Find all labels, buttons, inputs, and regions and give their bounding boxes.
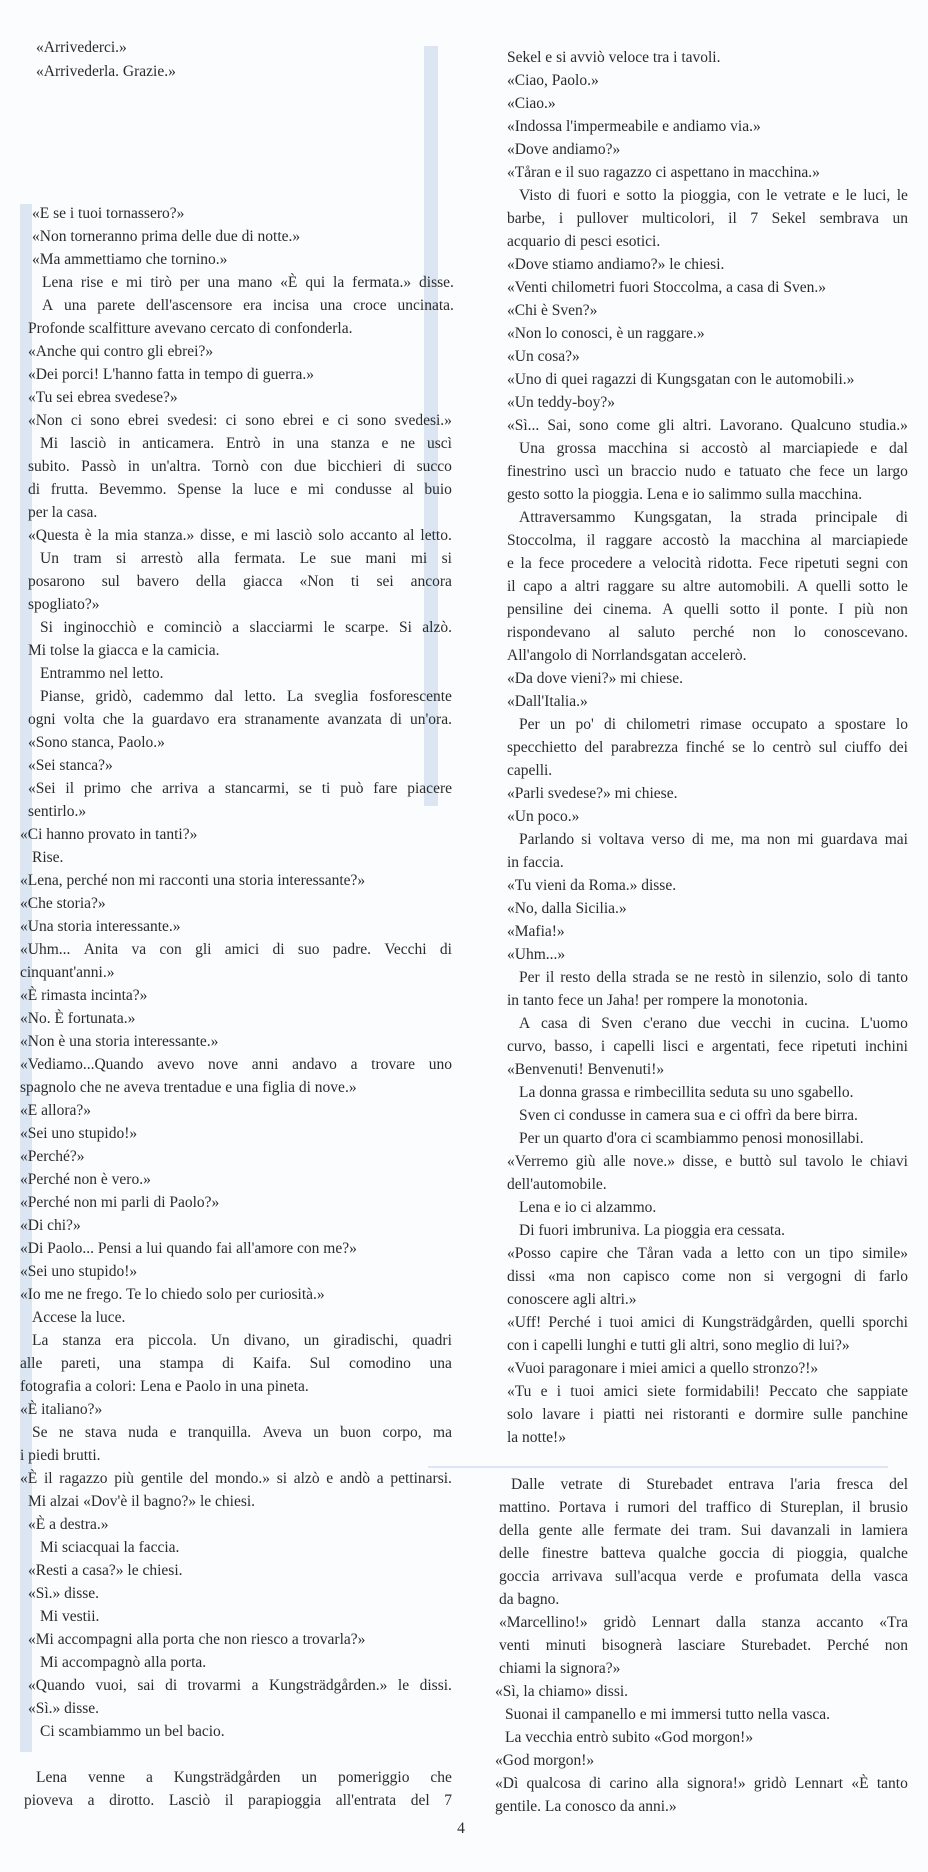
text-line: Lena rise e mi tirò per una mano «È qui la fermata.» disse. (42, 274, 454, 291)
text-line: «Da dove vieni?» mi chiese. (507, 670, 684, 687)
text-line: «Non ci sono ebrei svedesi: ci sono ebrei e ci sono svedesi.» (28, 412, 452, 429)
text-line: sentirlo.» (28, 803, 87, 820)
text-line: «Un poco.» (507, 808, 580, 825)
text-line: «Venti chilometri fuori Stoccolma, a casa di Sven.» (507, 279, 826, 296)
text-line: «Di Paolo... Pensi a lui quando fai all'amore con me?» (20, 1240, 357, 1257)
text-line: Attraversammo Kungsgatan, la strada principale di (519, 509, 908, 526)
text-line: «Sei uno stupido!» (20, 1263, 138, 1280)
text-line: «God morgon!» (495, 1752, 595, 1769)
text-line: subito. Passò in un'altra. Tornò con due bicchieri di succo (28, 458, 452, 475)
text-line: «Tåran e il suo ragazzo ci aspettano in macchina.» (507, 164, 820, 181)
text-line: «Un cosa?» (507, 348, 580, 365)
text-line: Per un po' di chilometri rimase occupato a spostare lo (519, 716, 908, 733)
text-line: pioveva a dirotto. Lasciò il parapioggia all'entrata del 7 (24, 1792, 452, 1809)
text-line: fotografia a colori: Lena e Paolo in una pineta. (20, 1378, 309, 1395)
text-line: «Uno di quei ragazzi di Kungsgatan con le automobili.» (507, 371, 855, 388)
text-line: «Io me ne frego. Te lo chiedo solo per curiosità.» (20, 1286, 325, 1303)
text-line: da bagno. (499, 1591, 560, 1608)
text-line: dell'automobile. (507, 1176, 607, 1193)
text-line: curvo, basso, i capelli lisci e argentati, fece ripetuti inchini (507, 1038, 908, 1055)
text-line: Di fuori imbruniva. La pioggia era cessata. (519, 1222, 785, 1239)
text-line: «Dì qualcosa di carino alla signora!» gridò Lennart «È tanto (495, 1775, 908, 1792)
text-line: «Sei il primo che arriva a stancarmi, se ti può fare piacere (28, 780, 452, 797)
text-line: Mi alzai «Dov'è il bagno?» le chiesi. (28, 1493, 256, 1510)
text-line: «Non è una storia interessante.» (20, 1033, 219, 1050)
text-line: «Arrivederla. Grazie.» (36, 63, 176, 80)
text-line: «Vuoi paragonare i miei amici a quello stronzo?!» (507, 1360, 819, 1377)
text-line: «Perché non mi parli di Paolo?» (20, 1194, 220, 1211)
text-line: «Marcellino!» gridò Lennart dalla stanza accanto «Tra (499, 1614, 908, 1631)
text-line: capelli. (507, 762, 553, 779)
text-line: spagnolo che ne aveva trentadue e una figlia di nove.» (20, 1079, 357, 1096)
text-line: Mi vestii. (40, 1608, 100, 1625)
text-line: in faccia. (507, 854, 564, 871)
text-line: La vecchia entrò subito «God morgon!» (505, 1729, 754, 1746)
text-line: venti minuti bisognerà lasciare Sturebadet. Perché non (499, 1637, 908, 1654)
text-line: Rise. (32, 849, 64, 866)
text-line: Lena e io ci alzammo. (519, 1199, 657, 1216)
text-line: gentile. La conosco da anni.» (495, 1798, 677, 1815)
text-line: «Ciao, Paolo.» (507, 72, 599, 89)
text-line: delle finestre batteva qualche goccia di pioggia, qualche (499, 1545, 908, 1562)
text-line: «Sei uno stupido!» (20, 1125, 138, 1142)
text-line: «È rimasta incinta?» (20, 987, 148, 1004)
text-line: Visto di fuori e sotto la pioggia, con le vetrate e le luci, le (519, 187, 908, 204)
text-line: cinquant'anni.» (20, 964, 115, 981)
text-line: «Verremo giù alle nove.» disse, e buttò sul tavolo le chiavi (507, 1153, 908, 1170)
text-line: A una parete dell'ascensore era incisa una croce uncinata. (42, 297, 454, 314)
text-line: La stanza era piccola. Un divano, un giradischi, quadri (32, 1332, 452, 1349)
text-line: «Questa è la mia stanza.» disse, e mi lasciò solo accanto al letto. (28, 527, 452, 544)
text-line: Per il resto della strada se ne restò in silenzio, solo di tanto (519, 969, 908, 986)
text-line: A casa di Sven c'erano due vecchi in cucina. L'uomo (519, 1015, 908, 1032)
text-line: «Che storia?» (20, 895, 106, 912)
text-line: Lena venne a Kungsträdgården un pomeriggio che (36, 1769, 452, 1786)
text-line: «Ma ammettiamo che tornino.» (32, 251, 228, 268)
text-line: Mi accompagnò alla porta. (40, 1654, 207, 1671)
text-line: Sven ci condusse in camera sua e ci offrì da bere birra. (519, 1107, 858, 1124)
text-line: «Sì.» disse. (28, 1585, 100, 1602)
text-line: ogni volta che la guardavo era stranamente avanzata di un'ora. (28, 711, 452, 728)
text-line: Parlando si voltava verso di me, ma non mi guardava mai (519, 831, 908, 848)
text-line: Si inginocchiò e cominciò a slacciarmi le scarpe. Si alzò. (40, 619, 452, 636)
text-line: «Dove andiamo?» (507, 141, 621, 158)
text-line: di frutta. Bevemmo. Spense la luce e mi condusse al buio (28, 481, 452, 498)
text-line: per la casa. (28, 504, 98, 521)
text-line: «Lena, perché non mi racconti una storia interessante?» (20, 872, 366, 889)
text-line: «Tu vieni da Roma.» disse. (507, 877, 677, 894)
text-line: «Sì... Sai, sono come gli altri. Lavorano. Qualcuno studia.» (507, 417, 908, 434)
text-line: mattino. Portava i rumori del traffico di Stureplan, il brusio (499, 1499, 908, 1516)
text-line: la notte!» (507, 1429, 566, 1446)
text-line: «Tu e i tuoi amici siete formidabili! Peccato che sappiate (507, 1383, 908, 1400)
text-line: «Resti a casa?» le chiesi. (28, 1562, 183, 1579)
text-line: «Di chi?» (20, 1217, 81, 1234)
text-line: «Ci hanno provato in tanti?» (20, 826, 198, 843)
text-line: «Ciao.» (507, 95, 556, 112)
text-line: «Tu sei ebrea svedese?» (28, 389, 178, 406)
text-line: chiami la signora?» (499, 1660, 621, 1677)
text-line: Sekel e si avviò veloce tra i tavoli. (507, 49, 721, 66)
text-line: spogliato?» (28, 596, 100, 613)
text-line: «Non torneranno prima delle due di notte.» (32, 228, 301, 245)
text-line: e la fece procedere a velocità ridotta. Fece ripetuti segni con (507, 555, 908, 572)
text-line: rispondevano al saluto perché non lo conoscevano. (507, 624, 908, 641)
text-line: gesto sotto la pioggia. Lena e io salimmo sulla macchina. (507, 486, 863, 503)
text-line: «Sì, la chiamo» dissi. (495, 1683, 629, 1700)
text-line: con i capelli lunghi e tutti gli altri, sono meglio di lui?» (507, 1337, 850, 1354)
text-line: i piedi brutti. (20, 1447, 101, 1464)
text-line: Profonde scalfitture avevano cercato di confonderla. (28, 320, 353, 337)
text-line: Se ne stava nuda e tranquilla. Aveva un buon corpo, ma (32, 1424, 452, 1441)
text-line: «Un teddy-boy?» (507, 394, 616, 411)
text-line: «Uff! Perché i tuoi amici di Kungsträdgården, quelli sporchi (507, 1314, 908, 1331)
text-line: Per un quarto d'ora ci scambiammo penosi monosillabi. (519, 1130, 864, 1147)
text-line: «Non lo conosci, è un raggare.» (507, 325, 705, 342)
text-line: solo lavare i piatti nei ristoranti e dormire sulle panchine (507, 1406, 908, 1423)
text-line: goccia arrivava sull'acqua verde e profumata della vasca (499, 1568, 908, 1585)
text-line: «Uhm... Anita va con gli amici di suo padre. Vecchi di (20, 941, 452, 958)
text-line: «E se i tuoi tornassero?» (32, 205, 185, 222)
text-line: «Perché?» (20, 1148, 85, 1165)
text-line: Mi lasciò in anticamera. Entrò in una stanza e ne uscì (40, 435, 452, 452)
text-line: Mi tolse la giacca e la camicia. (28, 642, 220, 659)
text-line: «Parli svedese?» mi chiese. (507, 785, 678, 802)
text-line: specchietto del parabrezza finché se lo centrò sul ciuffo dei (507, 739, 908, 756)
page-number: 4 (457, 1820, 465, 1837)
text-line: «Uhm...» (507, 946, 566, 963)
text-line: Pianse, gridò, cademmo dal letto. La sveglia fosforescente (40, 688, 452, 705)
text-line: «Anche qui contro gli ebrei?» (28, 343, 214, 360)
text-line: «È italiano?» (20, 1401, 103, 1418)
text-line: «No, dalla Sicilia.» (507, 900, 627, 917)
highlight-band (428, 1466, 888, 1468)
text-line: «Dall'Italia.» (507, 693, 588, 710)
text-line: Stoccolma, il raggare accostò la macchina al marciapiede (507, 532, 908, 549)
text-line: posarono sul bavero della giacca «Non ti sei ancora (28, 573, 452, 590)
text-line: «È a destra.» (28, 1516, 109, 1533)
text-line: «E allora?» (20, 1102, 92, 1119)
text-line: «Posso capire che Tåran vada a letto con un tipo simile» (507, 1245, 908, 1262)
text-line: «Quando vuoi, sai di trovarmi a Kungsträdgården.» le dissi. (28, 1677, 452, 1694)
text-line: «Perché non è vero.» (20, 1171, 151, 1188)
text-line: Mi sciacquai la faccia. (40, 1539, 180, 1556)
text-line: «Indossa l'impermeabile e andiamo via.» (507, 118, 761, 135)
text-line: «Sei stanca?» (28, 757, 113, 774)
text-line: Dalle vetrate di Sturebadet entrava l'aria fresca del (511, 1476, 908, 1493)
text-line: Suonai il campanello e mi immersi tutto nella vasca. (505, 1706, 830, 1723)
text-line: in tanto fece un Jaha! per rompere la monotonia. (507, 992, 808, 1009)
text-line: Ci scambiammo un bel bacio. (40, 1723, 225, 1740)
text-line: «Una storia interessante.» (20, 918, 181, 935)
text-line: «Vediamo...Quando avevo nove anni andavo a trovare uno (20, 1056, 452, 1073)
text-line: Accese la luce. (32, 1309, 126, 1326)
text-line: della gente alle fermate dei tram. Sui davanzali in lamiera (499, 1522, 908, 1539)
text-line: acquario di pesci esotici. (507, 233, 661, 250)
text-line: «Arrivederci.» (36, 39, 127, 56)
text-line: pensiline dei cinema. A quelli sotto il ponte. I più non (507, 601, 908, 618)
text-line: All'angolo di Norrlandsgatan accelerò. (507, 647, 747, 664)
text-line: alle pareti, una stampa di Kaifa. Sul comodino una (20, 1355, 452, 1372)
text-line: «Chi è Sven?» (507, 302, 598, 319)
text-line: Entrammo nel letto. (40, 665, 164, 682)
text-line: dissi «ma non capisco come non si vergogni di farlo (507, 1268, 908, 1285)
text-line: «Dove stiamo andiamo?» le chiesi. (507, 256, 725, 273)
text-line: Un tram si arrestò alla fermata. Le sue mani mi si (40, 550, 452, 567)
text-line: finestrino uscì un braccio nudo e tatuato che fece un largo (507, 463, 908, 480)
text-line: conoscere agli altri.» (507, 1291, 637, 1308)
text-line: «Sono stanca, Paolo.» (28, 734, 165, 751)
text-line: «Mi accompagni alla porta che non riesco a trovarla?» (28, 1631, 366, 1648)
text-line: il capo a altri raggare su altre automobili. A quelli sotto le (507, 578, 908, 595)
text-line: «Sì.» disse. (28, 1700, 100, 1717)
text-line: «Mafia!» (507, 923, 565, 940)
text-line: Una grossa macchina si accostò al marciapiede e dal (519, 440, 908, 457)
text-line: «No. È fortunata.» (20, 1010, 136, 1027)
text-line: La donna grassa e rimbecillita seduta su uno sgabello. (519, 1084, 854, 1101)
text-line: «Dei porci! L'hanno fatta in tempo di guerra.» (28, 366, 315, 383)
text-line: «È il ragazzo più gentile del mondo.» si alzò e andò a pettinarsi. (20, 1470, 452, 1487)
text-line: barbe, i pullover multicolori, il 7 Sekel sembrava un (507, 210, 908, 227)
text-line: «Benvenuti! Benvenuti!» (507, 1061, 665, 1078)
